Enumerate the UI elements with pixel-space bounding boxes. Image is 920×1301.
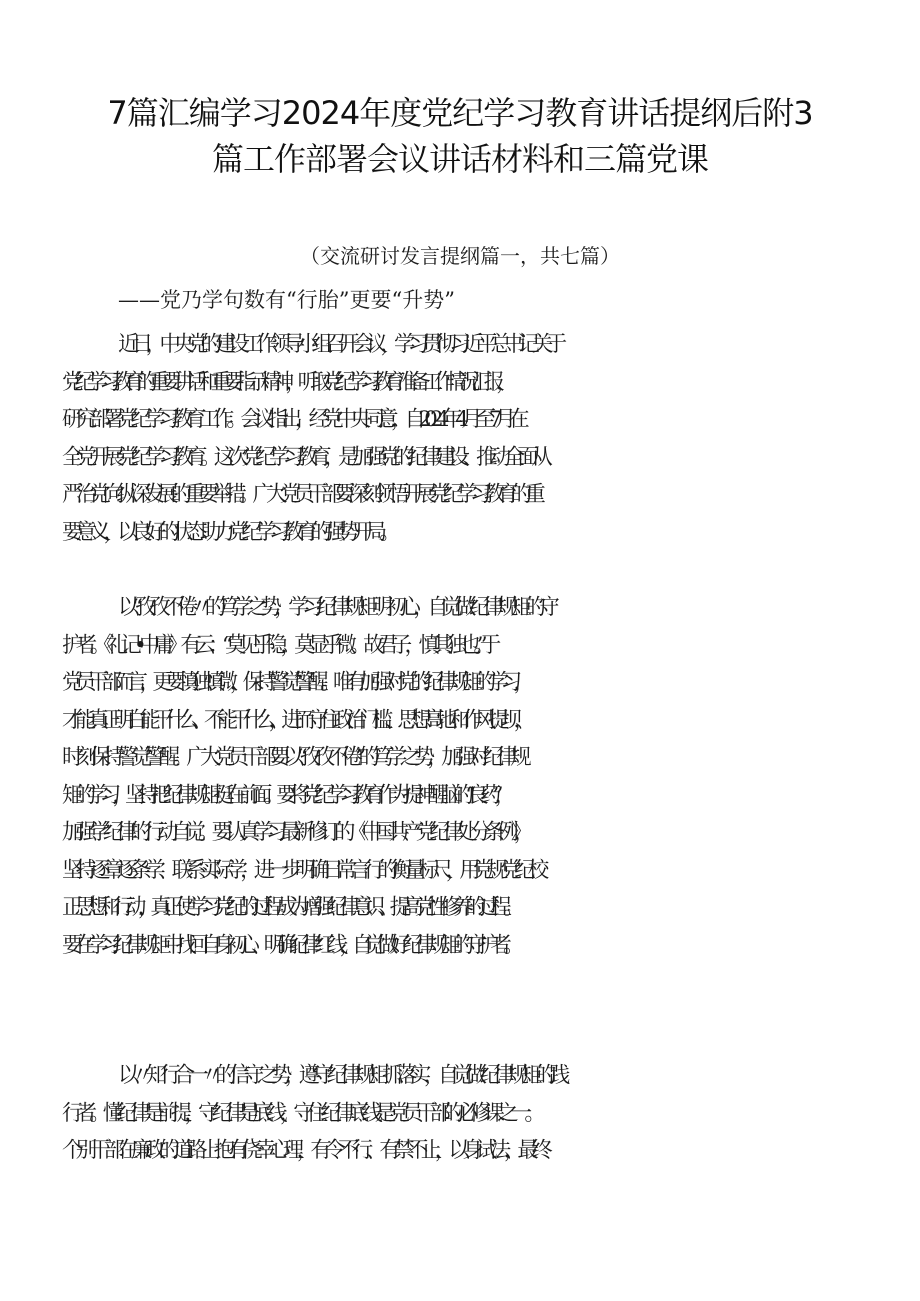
paragraph-line: 加强学纪律的行动自觉。要认真学习最新修订的《中国共产党纪律处分条例》，: [62, 820, 528, 845]
paragraph-line: 党纪学习教育的重要讲话和重要指示精神，听取党纪学习教育准备工作情况汇报，: [62, 369, 509, 395]
paragraph-line: 护者。《礼记•中庸》有云：“莫见乎隐，莫显乎微。故君子，慎其独也。”于: [62, 632, 494, 658]
paragraph-line: 要在学习纪律规矩中找回自身初心、明确纪律红线，自觉做好纪律规矩的守护者。: [62, 932, 516, 958]
paragraph-line: 党员干部而言，更要慎独慎微，保持警觉警醒。唯有加强对党的纪律规矩的学习，: [62, 670, 527, 695]
paragraph-1: [62, 326, 862, 551]
paragraph-line: 全党开展党纪学习教育。这次党纪学习教育，是加强党的纪律建设、推动全面从: [62, 444, 546, 470]
paragraph-line: 坚持逐章逐条学、联系实际学，进一步明确日常言行的衡量标尺，用党规党纪校: [62, 857, 542, 883]
paragraph-line: 要意义，以良好的状态助力党纪学习教育的强势开局。: [62, 519, 394, 545]
section-heading: ——党乃学句数有“行胎”更要“升势”: [118, 288, 455, 312]
paragraph-3: [62, 1057, 862, 1170]
paragraph-line: 才能真正明白能干什么、不能干什么，进而守住政治门槛、思想高地和作风提坝，: [62, 707, 527, 733]
paragraph-line: 以〃知行合一〃的信守之势，遵守纪律规矩抓落实，自觉做纪律规矩的践: [118, 1063, 563, 1088]
paragraph-2: [62, 589, 862, 964]
document-title-line-1: 7篇汇编学习2024年度党纪学习教育讲话提纲后附3: [107, 94, 813, 132]
paragraph-line: 矩的学习，坚持把纪律规矩挺在前面。要将党纪学习教育作为提神醒脑的“良药”，: [62, 782, 508, 808]
paragraph-line: 行者。懂纪律是前提，守纪律是底线，守住纪律底线是党员干部的必修课之一。: [62, 1100, 539, 1126]
paragraph-line: 以“孜孜不倦〃的笃学之势，学习纪律规矩明初心，自觉做纪律规矩的守: [118, 595, 553, 620]
paragraph-line: 研究部署党纪学习教育工作。会议指出，经党中央同意，自2024年4月至7月在: [62, 407, 522, 432]
paragraph-line: 严治党向纵深发展的重要举措。广大党员干部要深刻领悟开展党纪学习教育的重: [62, 482, 539, 507]
document-title-line-2: 篇工作部署会议讲话材料和三篇党课: [211, 140, 708, 178]
paragraph-line: 时刻保持警觉警醒。广大党员干部要以“孜孜不倦”的笃学之势，加强对纪律规: [62, 745, 524, 770]
paragraph-line: 个别干部在廉政的道路上抱有侥幸心理，有令不行、有禁不止，以身试法，最终: [62, 1138, 546, 1163]
paragraph-line: 近日，中央党的建设工作领导小组召开会议，学习贯彻习近平总书记关于: [118, 332, 560, 357]
document-subtitle: （交流研讨发言提纲篇一，共七篇）: [300, 244, 620, 268]
paragraph-line: 正思想和行动，真正使学习党纪的过程成为增强纪律意识、提高党性修养的过程。: [62, 895, 516, 920]
